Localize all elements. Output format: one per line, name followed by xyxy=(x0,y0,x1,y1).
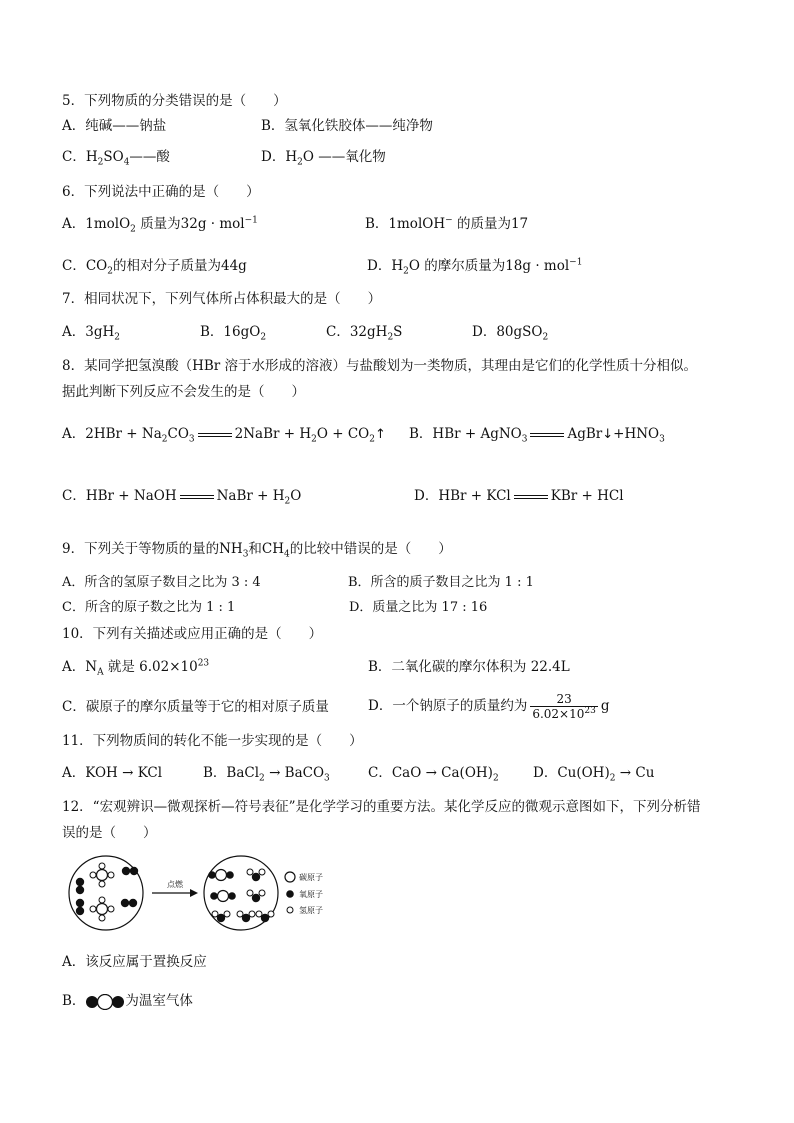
q5-option-a: A．纯碱——钠盐 xyxy=(62,118,167,134)
carbon-dioxide-molecule xyxy=(210,891,236,902)
q10-stem: 10．下列有关描述或应用正确的是（ ） xyxy=(62,626,323,642)
q12-stem-line1: 12．“宏观辨识—微观探析—符号表征”是化学学习的重要方法。某化学反应的微观示意图如下，下列分析错 xyxy=(62,799,701,815)
q6-c-text: 的相对分子质量为44g xyxy=(112,258,247,274)
formula-co2: $CO_2$ xyxy=(85,258,113,277)
q7-stem: 7．相同状况下，下列气体所占体积最大的是（ ） xyxy=(62,291,382,307)
formula-h2o: $H_2O$ xyxy=(285,149,319,168)
carbon-atom-icon xyxy=(285,872,295,882)
oxygen-molecule xyxy=(122,867,138,875)
legend-oxygen: 氧原子 xyxy=(299,890,323,899)
water-molecule xyxy=(247,869,265,881)
q11-a-prefix: A． xyxy=(62,765,86,781)
oxygen-molecule xyxy=(121,899,137,907)
equals-sign xyxy=(514,495,548,499)
formula-1moloh: 1molOH− xyxy=(388,215,453,232)
q10-d-prefix: D．一个钠原子的质量约为 xyxy=(368,698,528,714)
q12-b-prefix: B． xyxy=(62,993,86,1009)
q5-option-b: B．氢氧化铁胶体——纯净物 xyxy=(261,118,433,134)
q11-c-prefix: C． xyxy=(368,765,392,781)
q8-stem-line2: 据此判断下列反应不会发生的是（ ） xyxy=(62,384,305,400)
co2-molecule-icon xyxy=(85,994,125,1010)
fraction-denominator-base: 6.02×10 xyxy=(532,707,585,721)
formula-h2o-2: $H_2O$ xyxy=(391,258,425,277)
q8-option-b: B．HBr + AgNO$_3$ $AgBr↓+HNO_3$ xyxy=(409,426,665,445)
q11-option-c: C．CaO → $Ca(OH)_2$ xyxy=(368,765,499,784)
q8-option-c: C．HBr + NaOH NaBr + $H_2O$ xyxy=(62,488,302,507)
q11-option-d: D．$Cu(OH)_2 \to Cu$ xyxy=(533,765,655,784)
q10-a-text: 就是 6.02×10 xyxy=(107,659,198,675)
q5-d-rest: ——氧化物 xyxy=(318,149,386,165)
q11-option-a: A．KOH → KCl xyxy=(62,765,163,781)
q10-option-b: B．二氧化碳的摩尔体积为 22.4L xyxy=(368,659,570,675)
q7-c-prefix: C． xyxy=(326,324,350,340)
q10-option-a: A．$N_A$ 就是 $6.02\times 10^{23}$ xyxy=(62,658,210,678)
q9-option-c: C．所含的原子数之比为 1 : 1 xyxy=(62,600,236,615)
water-molecule xyxy=(212,911,230,922)
methane-molecule xyxy=(90,863,114,887)
q6-stem: 6．下列说法中正确的是（ ） xyxy=(62,184,260,200)
q9-option-b: B．所含的质子数目之比为 1 : 1 xyxy=(348,575,534,590)
fraction-numerator: 23 xyxy=(530,692,598,707)
q6-a-prefix: A． xyxy=(62,216,86,232)
q6-option-c xyxy=(62,257,247,275)
q6-option-d: D．$H_2O$ 的摩尔质量为18g · mol$^{-1}$ xyxy=(367,257,583,277)
q10-d-unit: g xyxy=(600,698,610,714)
q7-option-a: A．$3gH_2$ xyxy=(62,324,120,343)
legend-carbon: 碳原子 xyxy=(299,873,323,882)
methane-molecule xyxy=(90,897,114,921)
q5-stem: 5．下列物质的分类错误的是（ ） xyxy=(62,93,287,109)
q9-stem-mid: 和 xyxy=(248,541,262,557)
fraction xyxy=(530,692,598,721)
q7-b-prefix: B． xyxy=(200,324,224,340)
q10-a-prefix: A． xyxy=(62,659,86,675)
q7-d-prefix: D． xyxy=(472,324,497,340)
q7-a-prefix: A． xyxy=(62,324,86,340)
q8-c-prefix: C． xyxy=(62,488,86,504)
q11-stem: 11．下列物质间的转化不能一步实现的是（ ） xyxy=(62,733,363,749)
oxygen-molecule xyxy=(76,878,84,894)
water-molecule xyxy=(256,911,274,922)
q11-option-b: B．BaCl$_2$ → BaCO$_3$ xyxy=(203,765,330,784)
arrow-head xyxy=(190,889,198,897)
equals-sign xyxy=(530,433,564,437)
equals-sign xyxy=(180,495,214,499)
fraction-denominator: $6.02\times 10^{23}$ xyxy=(532,706,596,721)
formula-1molo2: 1molO$_2$ xyxy=(85,216,136,235)
q5-option-c xyxy=(62,148,170,166)
q9-stem-pre: 9．下列关于等物质的量的 xyxy=(62,541,220,557)
reaction-diagram xyxy=(64,853,330,935)
q6-option-b xyxy=(365,215,528,233)
q8-b-prefix: B． xyxy=(409,426,433,442)
carbon-dioxide-molecule xyxy=(208,870,234,881)
q12-b-text: 为温室气体 xyxy=(125,993,193,1009)
q8-d-prefix: D． xyxy=(414,488,439,504)
formula-h2so4: $H_2SO_4$ xyxy=(85,149,130,168)
q6-d-prefix: D． xyxy=(367,258,392,274)
q9-option-d: D．质量之比为 17 : 16 xyxy=(349,600,488,615)
water-molecule xyxy=(237,911,255,922)
oxygen-atom-icon xyxy=(286,890,294,898)
q12-option-b xyxy=(62,992,193,1010)
q6-b-text: 的质量为17 xyxy=(456,216,529,232)
equals-sign xyxy=(198,433,232,437)
q8-option-d: D．HBr + KCl KBr + HCl xyxy=(414,488,624,504)
q11-d-prefix: D． xyxy=(533,765,558,781)
q9-stem: 9．下列关于等物质的量的$NH_3$和$CH_4$的比较中错误的是（ ） xyxy=(62,541,452,560)
q6-option-a: A．1molO$_2$ 质量为32g · mol$^{-1}$ xyxy=(62,215,258,235)
q5-c-prefix: C． xyxy=(62,149,86,165)
arrow-label: 点燃 xyxy=(167,880,183,889)
q10-option-c: C．碳原子的摩尔质量等于它的相对原子质量 xyxy=(62,699,329,715)
q6-d-text: 的摩尔质量为18g · mol xyxy=(424,258,570,274)
q7-option-b: B．$16gO_2$ xyxy=(200,324,267,343)
oxygen-molecule xyxy=(76,899,84,915)
q10-option-d xyxy=(368,690,609,722)
q5-d-prefix: D． xyxy=(261,149,286,165)
q9-stem-post: 的比较中错误的是（ ） xyxy=(289,541,452,557)
precipitate-down-arrow: ↓ xyxy=(602,427,614,442)
q7-option-c: C．$32gH_2S$ xyxy=(326,324,403,343)
q9-option-a: A．所含的氢原子数目之比为 3 : 4 xyxy=(62,575,261,590)
legend xyxy=(285,872,323,915)
q6-c-prefix: C． xyxy=(62,258,86,274)
q6-b-prefix: B． xyxy=(365,216,389,232)
water-molecule xyxy=(247,890,265,902)
gas-up-arrow: ↑ xyxy=(374,427,386,442)
q8-option-a: A．$2HBr + Na_2CO_3$ 2NaBr + $H_2O$ + $CO_2↑$ xyxy=(62,426,386,445)
q11-b-prefix: B． xyxy=(203,765,227,781)
q5-c-rest: ——酸 xyxy=(129,149,170,165)
q7-option-d: D．80gSO$_2$ xyxy=(472,324,549,343)
q8-a-prefix: A． xyxy=(62,426,86,442)
q5-option-d xyxy=(261,148,386,166)
q8-stem-line1: 8．某同学把氢溴酸（HBr 溶于水形成的溶液）与盐酸划为一类物质，其理由是它们的化学性质十分相似。 xyxy=(62,358,698,374)
q6-a-text: 质量为32g · mol xyxy=(140,216,245,232)
q12-option-a: A．该反应属于置换反应 xyxy=(62,954,207,970)
q12-stem-line2: 误的是（ ） xyxy=(62,825,157,841)
legend-hydrogen: 氢原子 xyxy=(299,906,323,915)
hydrogen-atom-icon xyxy=(287,907,293,913)
